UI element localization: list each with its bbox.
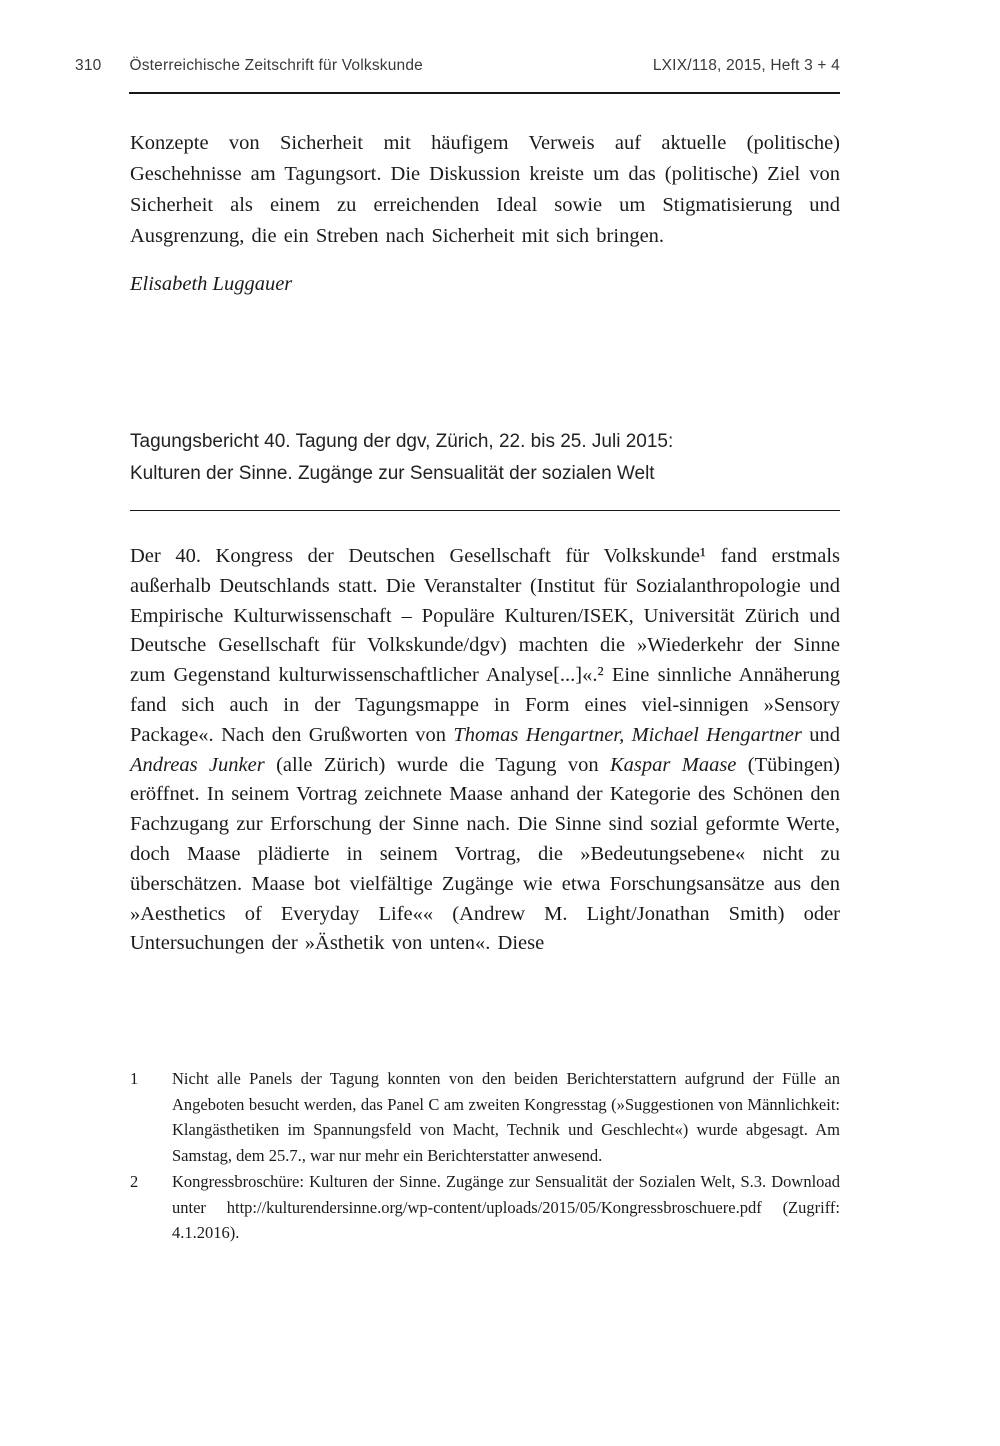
header-rule (129, 92, 840, 94)
person-name: Kaspar Maase (610, 753, 737, 776)
footnote-number: 1 (130, 1069, 139, 1088)
report-title (130, 426, 840, 490)
report-title-line-2: Kulturen der Sinne. Zugänge zur Sensualität der sozialen Welt (130, 463, 655, 484)
previous-report-author: Elisabeth Luggauer (130, 273, 293, 295)
person-names: Thomas Hengartner, Michael Hengartner (453, 723, 802, 746)
footnote-text: Nicht alle Panels der Tagung konnten von den beiden Berichterstattern aufgrund der Fülle an Angeboten besucht werden, das Panel C am zweiten Kongresstag (»Suggestionen von Männlichkeit: Klangästhetiken im Spannungsfeld von Macht, Technik und Geschlecht«) wurde abgesagt. Am Samstag, dem 25.7., war nur mehr ein Berichterstatter anwesend. (172, 1069, 840, 1166)
issue-info: LXIX/118, 2015, Heft 3 + 4 (652, 57, 840, 74)
footnote-item (130, 1169, 840, 1246)
title-rule (130, 510, 840, 511)
report-title-line-1: Tagungsbericht 40. Tagung der dgv, Zürich, 22. bis 25. Juli 2015: (130, 431, 674, 452)
page-header (75, 57, 840, 75)
paragraph-segment: und (801, 723, 840, 746)
footnote-url-link[interactable]: http://kulturendersinne.org/wp-content/uploads/2015/05/Kongressbroschuere.pdf (226, 1197, 762, 1217)
paragraph-segment: (Tübingen) eröffnet. In seinem Vortrag zeichnete Maase anhand der Kategorie des Schönen den Fachzugang zur Erforschung der Sinne nach. Die Sinne sind sozial geformte Werte, doch Maase plädierte in seinem Vortrag, die »Bedeutungsebene« nicht zu überschätzen. Maase bot vielfältige Zugänge wie etwa Forschungsansätze aus den »Aesthetics of Everyday Life«« (Andrew M. Light/Jonathan Smith) oder Untersuchungen der »Ästhetik von unten«. Diese (130, 753, 840, 955)
page-content (130, 128, 840, 959)
paragraph-segment: (alle Zürich) wurde die Tagung von (264, 753, 610, 776)
report-paragraph (130, 542, 840, 959)
paragraph-segment: (Zugriff: 4.1.2016). (172, 1197, 840, 1243)
footnote-number: 2 (130, 1171, 139, 1191)
journal-title: Österreichische Zeitschrift für Volkskunde (129, 57, 424, 74)
paragraph-segment: Kongressbroschüre: Kulturen der Sinne. Zugänge zur Sensualität der Sozialen Welt, S.3. Download unter (172, 1171, 840, 1217)
footnote-item (130, 1066, 840, 1169)
previous-report-closing-paragraph: Konzepte von Sicherheit mit häufigem Verweis auf aktuelle (politische) Geschehnisse am Tagungsort. Die Diskussion kreiste um das (politische) Ziel von Sicherheit als einem zu erreichenden Ideal sowie um Stigmatisierung und Ausgrenzung, die ein Streben nach Sicherheit mit sich bringen. (130, 132, 840, 247)
person-name: Andreas Junker (130, 753, 265, 776)
footnote-text (172, 1169, 840, 1246)
paragraph-segment: Der 40. Kongress der Deutschen Gesellschaft für Volkskunde¹ fand erstmals außerhalb Deutschlands statt. Die Veranstalter (Institut für Sozialanthropologie und Empirische Kulturwissenschaft – Populäre Kulturen/ISEK, Universität Zürich und Deutsche Gesellschaft für Volkskunde/dgv) machten die »Wiederkehr der Sinne zum Gegenstand kulturwissenschaftlicher Analyse[...]«.² Eine sinnliche Annäherung fand sich auch in der Tagungsmappe in Form eines viel-sinnigen »Sensory Package«. Nach den Grußworten von (130, 545, 840, 746)
page-number: 310 (75, 57, 102, 74)
footnotes (130, 1066, 840, 1246)
